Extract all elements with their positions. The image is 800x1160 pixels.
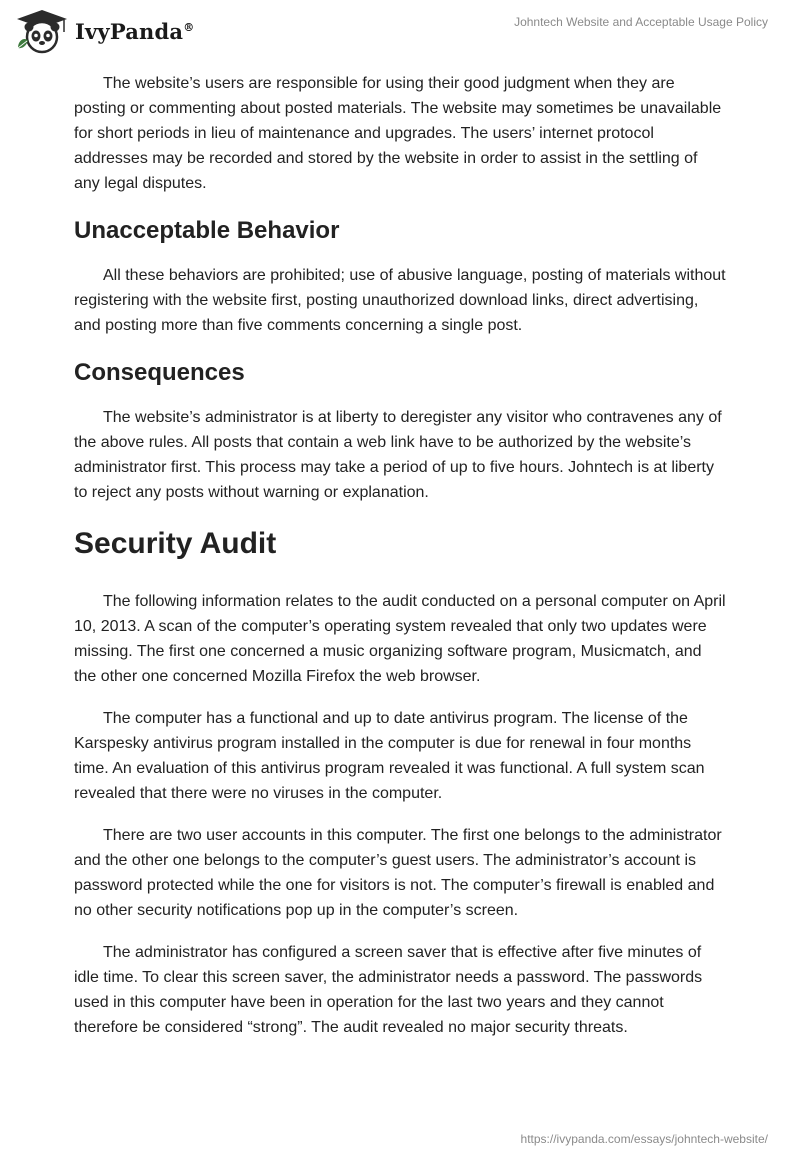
security-audit-heading: Security Audit (74, 527, 277, 560)
security-paragraph: The administrator has configured a screen saver that is effective after five minutes of idle time. To clear this screen saver, the administrator needs a password. The passwords used in this computer have been in operation for the last two years and they cannot therefore be considered “strong”. The audit revealed no major security threats. (74, 944, 703, 1036)
consequences-paragraph: The website’s administrator is at liberty to deregister any visitor who contravenes any of the above rules. All posts that contain a web link have to be authorized by the website’s administrator first. This process may take a period of up to five hours. Johntech is at liberty to reject any posts without warning or explanation. (74, 409, 722, 501)
document-title: Johntech Website and Acceptable Usage Policy (514, 15, 768, 29)
logo-text: IvyPanda® (75, 18, 195, 44)
consequences-heading: Consequences (74, 359, 245, 386)
panda-graduate-logo-icon (15, 8, 69, 54)
ivypanda-logo[interactable] (15, 8, 194, 54)
security-paragraph: There are two user accounts in this computer. The first one belongs to the administrator and the other one belongs to the computer’s guest users. The administrator’s account is password protected while the one for visitors is not. The computer’s firewall is enabled and no other security notifications pop up in the computer’s screen. (74, 827, 722, 919)
document-body (74, 71, 726, 1057)
security-paragraph: The following information relates to the audit conducted on a personal computer on April 10, 2013. A scan of the computer’s operating system revealed that only two updates were missing. The first one concerned a music organizing software program, Musicmatch, and the other one concerned Mozilla Firefox the web browser. (74, 593, 726, 685)
unacceptable-behavior-paragraph: All these behaviors are prohibited; use of abusive language, posting of materials without registering with the website first, posting unauthorized download links, direct advertising, and posting more than five comments concerning a single post. (74, 267, 726, 334)
unacceptable-behavior-heading: Unacceptable Behavior (74, 217, 340, 244)
security-paragraph: The computer has a functional and up to date antivirus program. The license of the Karspesky antivirus program installed in the computer is due for renewal in four months time. An evaluation of this antivirus program revealed it was functional. A full system scan revealed that there were no viruses in the computer. (74, 710, 705, 802)
intro-paragraph: The website’s users are responsible for using their good judgment when they are posting or commenting about posted materials. The website may sometimes be unavailable for short periods in lieu of maintenance and upgrades. The users’ internet protocol addresses may be recorded and stored by the website in order to assist in the settling of any legal disputes. (74, 75, 722, 192)
footer-source-url[interactable]: https://ivypanda.com/essays/johntech-website/ (520, 1132, 768, 1146)
page-header (0, 0, 800, 62)
